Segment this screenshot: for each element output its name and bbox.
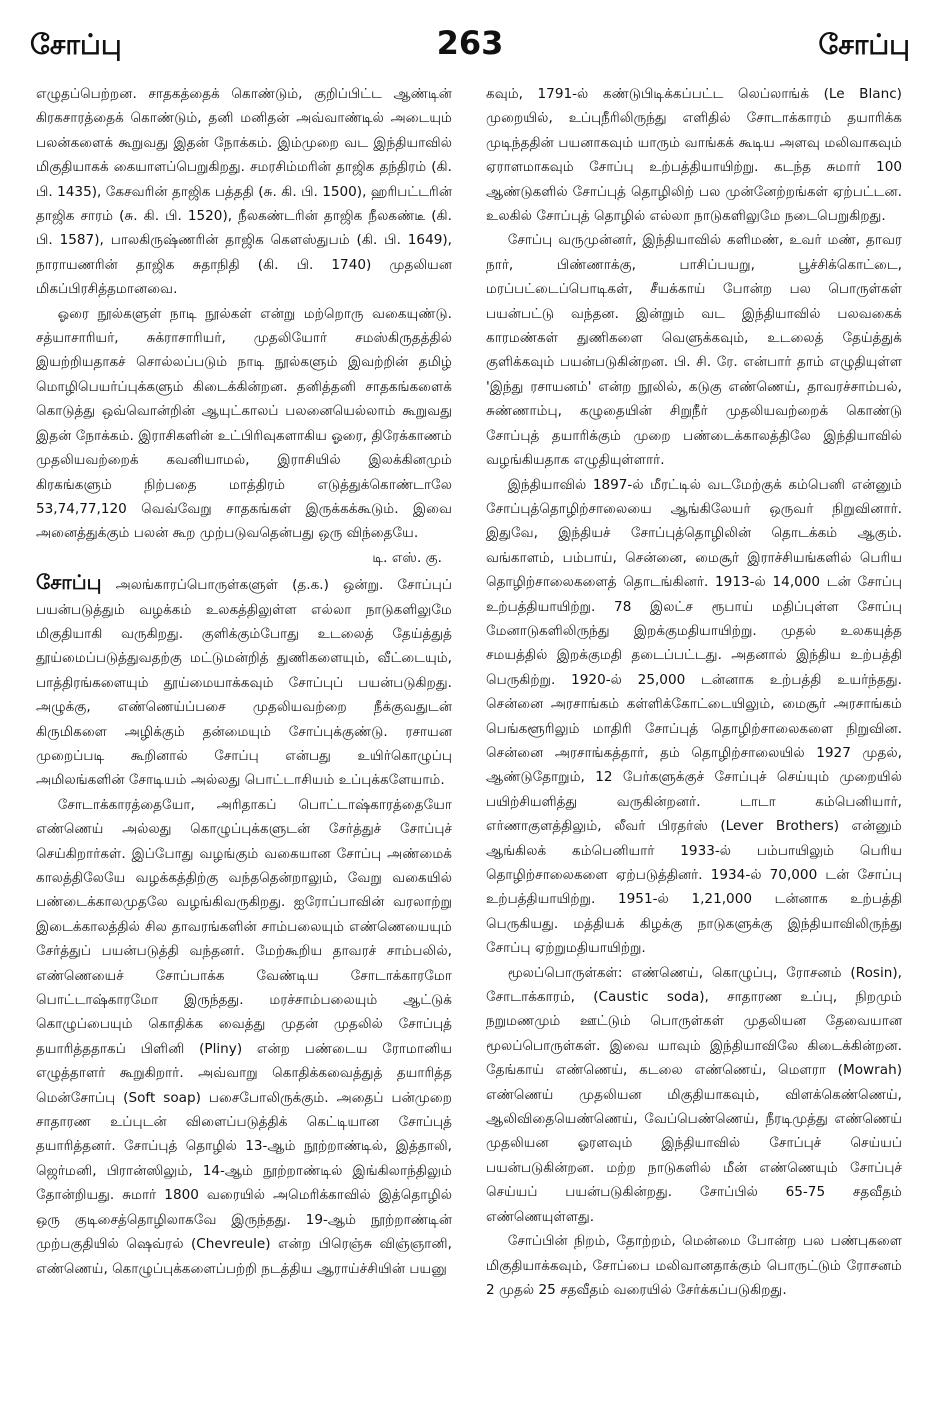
running-head-left: சோப்பு: [30, 28, 122, 61]
paragraph-raw-materials: மூலப்பொருள்கள்: எண்ணெய், கொழுப்பு, ரோசனம் (Rosin), சோடாக்காரம், (Caustic soda), சாதாரண உப்பு, நிறமும் நறுமணமும் ஊட்டும் பொருள்கள் முதலியன தேவையான மூலப்பொருள்கள். இவை யாவும் இந்தியாவிலே கிடைக்கின்றன. தேங்காய் எண்ணெய், கடலை எண்ணெய், மௌரா (Mowrah) எண்ணெய் முதலியன மிகுதியாகவும், விளக்கெண்ணெய், ஆலிவிதையெண்ணெய், வேப்பெண்ணெய், நீரடிமுத்து எண்ணெய் முதலியன ஓரளவும் இந்தியாவில் சோப்புச் செய்யப் பயன்படுகின்றன. மற்ற நாடுகளில் மீன் எண்ணெயும் சோப்புச் செய்யப் பயன்படுகின்றது. சோப்பில் 65-75 சதவீதம் எண்ணெயுள்ளது.: [486, 964, 902, 1225]
page-number: 263: [436, 24, 504, 62]
paragraph-soap-intro: [36, 570, 452, 793]
paragraph-soap-history: சோடாக்காரத்தையோ, அரிதாகப் பொட்டாஷ்காரத்தையோ எண்ணெய் அல்லது கொழுப்புக்களுடன் சேர்த்துச் சோப்புச் செய்கிறார்கள். இப்போது வழங்கும் வகையான சோப்பு அண்மைக் காலத்திலேயே வழக்கத்திற்கு வந்ததென்றாலும், வேறு வகையில் பண்டைக்காலமுதலே வழங்கிவருகிறது. ஐரோப்பாவின் வரலாற்று இடைக்காலத்தில் சில தாவரங்களின் சாம்பலையும் எண்ணெயையும் சேர்த்துப் பயன்படுத்தி வந்தனர். மேற்கூறிய தாவரச் சாம்பலில், எண்ணெயைச் சோப்பாக்க வேண்டிய சோடாக்காரமோ பொட்டாஷ்காரமோ இருந்தது. மரச்சாம்பலையும் ஆட்டுக் கொழுப்பையும் கொதிக்க வைத்து முதன் முதலில் சோப்புத் தயாரித்ததாகப் பிளினி (Pliny) என்ற பண்டைய ரோமானிய எழுத்தாளர் கூறுகிறார். அவ்வாறு கொதிக்கவைத்துத் தயாரித்த மென்சோப்பு (Soft soap) பசைபோலிருக்கும். அதைப் பன்முறை சாதாரண உப்புடன் விளைப்படுத்திக் கெட்டியான சோப்புத் தயாரித்தனர். சோப்புத் தொழில் 13-ஆம் நூற்றாண்டில், இத்தாலி, ஜெர்மனி, பிரான்ஸிலும், 14-ஆம் நூற்றாண்டில் இங்கிலாந்திலும் தோன்றியது. சுமார் 1800 வரையில் அமெரிக்காவில் இத்தொழில் ஒரு குடிசைத்தொழிலாகவே இருந்தது. 19-ஆம் நூற்றாண்டின் முற்பகுதியில் ஷெவ்ரல் (Chevreule) என்ற பிரெஞ்சு விஞ்ஞானி, எண்ணெய், கொழுப்புக்களைப்பற்றி நடத்திய ஆராய்ச்சியின் பயனு: [36, 796, 452, 1277]
right-column: [486, 82, 902, 1412]
paragraph-tajika-texts: எழுதப்பெற்றன. சாதகத்தைக் கொண்டும், குறிப்பிட்ட ஆண்டின் கிரகசாரத்தைக் கொண்டும், தனி மனிதன் அவ்வாண்டில் அடையும் பலன்களைக் கூறுவது இதன் நோக்கம். இம்முறை வட இந்தியாவில் மிகுதியாகக் கையாளப்பெறுகிறது. சமரசிம்மரின் தாஜிக தந்திரம் (கி. பி. 1435), கேசவரின் தாஜிக பத்ததி (சு. கி. பி. 1500), ஹரிபட்டரின் தாஜிக சாரம் (சு. கி. பி. 1520), நீலகண்டரின் தாஜிக நீலகண்டீ (கி. பி. 1587), பாலகிருஷ்ணரின் தாஜிக கௌஸ்துபம் (கி. பி. 1649), நாராயணரின் தாஜிக சுதாநிதி (கி. பி. 1740) முதலியன மிகப்பிரசித்தமானவை.: [36, 86, 452, 298]
author-signature: டி. எஸ். கு.: [372, 549, 442, 566]
paragraph-india-before-soap: சோப்பு வருமுன்னர், இந்தியாவில் களிமண், உவர் மண், தாவர நார், பிண்ணாக்கு, பாசிப்பயறு, பூச்சிக்கொட்டை, மரப்பட்டைப்பொடிகள், சீயக்காய் போன்ற பல பொருள்கள் பயன்பட்டு வந்தன. இன்றும் வட இந்தியாவில் பலவகைக் காரமண்கள் துணிகளை வெளுக்கவும், உடலைத் தேய்த்துக் குளிக்கவும் பயன்படுகின்றன. பி. சி. ரே. என்பார் தாம் எழுதியுள்ள 'இந்து ரசாயனம்' என்ற நூலில், கடுகு எண்ணெய், தாவரச்சாம்பல், சுண்ணாம்பு, கழுதையின் சிறுநீர் முதலியவற்றைக் கொண்டு சோப்புத் தயாரிக்கும் முறை பண்டைக்காலத்திலே இந்தியாவில் வழங்கியதாக எழுதியுள்ளார்.: [486, 232, 902, 469]
running-head-right: சோப்பு: [818, 28, 910, 61]
page-header: [30, 22, 910, 66]
paragraph-leblanc-process: கவும், 1791-ல் கண்டுபிடிக்கப்பட்ட லெப்லாங்க் (Le Blanc) முறையில், உப்புநீரிலிருந்து எளிதில் சோடாக்காரம் தயாரிக்க முடிந்ததின் பயனாகவும் யாரும் வாங்கக் கூடிய அளவு மலிவாகவும் ஏராளமாகவும் சோப்பு உற்பத்தியாயிற்று. கடந்த சுமார் 100 ஆண்டுகளில் சோப்புத் தொழிலிற் பல முன்னேற்றங்கள் ஏற்பட்டன. உலகில் சோப்புத் தொழில் எல்லா நாடுகளிலுமே நடைபெறுகிறது.: [486, 86, 902, 225]
entry-headword: சோப்பு: [36, 570, 102, 595]
paragraph-nadi-texts: ஓரை நூல்களுள் நாடி நூல்கள் என்று மற்றொரு வகையுண்டு. சத்யாசாரியர், சுக்ராசாரியர், முதலியோர் சமஸ்கிருதத்தில் இயற்றியதாகச் சொல்லப்படும் நாடி நூல்களும் இவற்றின் தமிழ் மொழிபெயர்ப்புக்களும் கிடைக்கின்றன. தனித்தனி சாதகங்களைக் கொடுத்து ஒவ்வொன்றின் ஆயுட்காலப் பலனையெல்லாம் கூறுவது இதன் நோக்கம். இராசிகளின் உட்பிரிவுகளாகிய ஓரை, திரேக்காணம் முதலியவற்றைக் கவனியாமல், இராசியில் இலக்கினமும் கிரகங்களும் நிற்பதை மாத்திரம் எடுத்துக்கொண்டாலே 53,74,77,120 வெவ்வேறு சாதகங்கள் இருக்கக்கூடும். இவை அனைத்துக்கும் பலன் கூற முற்படுவதென்பது ஒரு விந்தையே.: [36, 305, 452, 542]
paragraph-rosin: சோப்பின் நிறம், தோற்றம், மென்மை போன்ற பல பண்புகளை மிகுதியாக்கவும், சோப்பை மலிவானதாக்கும் பொருட்டும் ரோசனம் 2 முதல் 25 சதவீதம் வரையில் சேர்க்கப்படுகிறது.: [486, 1233, 902, 1298]
left-column: [36, 82, 452, 1412]
soap-intro-text: அலங்காரப்பொருள்களுள் (த.க.) ஒன்று. சோப்புப் பயன்படுத்தும் வழக்கம் உலகத்திலுள்ள எல்லா நாடுகளிலுமே மிகுதியாகி வருகிறது. குளிக்கும்போது உடலைத் தேய்த்துத் தூய்மைப்படுத்துவதற்கு மட்டுமன்றித் துணிகளையும், வீட்டையும், பாத்திரங்களையும் தூய்மையாக்கவும் சோப்புப் பயன்படுகிறது. அழுக்கு, எண்ணெய்ப்பசை முதலியவற்றை நீக்குவதுடன் கிருமிகளை அழிக்கும் தன்மையும் சோப்புக்குண்டு. ரசாயன முறைப்படி கூறினால் சோப்பு என்பது உயிர்கொழுப்பு அமிலங்களின் சோடியம் அல்லது பொட்டாசியம் உப்புக்களேயாம்.: [36, 577, 452, 789]
paragraph-indian-soap-industry: இந்தியாவில் 1897-ல் மீரட்டில் வடமேற்குக் கம்பெனி என்னும் சோப்புத்தொழிற்சாலையை ஆங்கிலேயர் ஒருவர் நிறுவினார். இதுவே, இந்தியச் சோப்புத்தொழிலின் தொடக்கம் ஆகும். வங்காளம், பம்பாய், சென்னை, மைசூர் இராச்சியங்களில் பெரிய தொழிற்சாலைகளைத் தொடங்கினர். 1913-ல் 14,000 டன் சோப்பு உற்பத்தியாயிற்று. 78 இலட்ச ரூபாய் மதிப்புள்ள சோப்பு மேனாடுகளிலிருந்து இறக்குமதியாயிற்று. முதல் உலகயுத்த சமயத்தில் இறக்குமதி தடைப்பட்டது. அதனால் இந்திய உற்பத்தி பெருகிற்று. 1920-ல் 25,000 டன்னாக உற்பத்தி உயர்ந்தது. சென்னை அரசாங்கம் கள்ளிக்கோட்டையிலும், மைசூர் அரசாங்கம் பெங்களூரிலும் மாதிரி சோப்புத் தொழிற்சாலைகளை நிறுவின. சென்னை அரசாங்கத்தார், தம் தொழிற்சாலையில் 1927 முதல், ஆண்டுதோறும், 12 பேர்களுக்குச் சோப்புச் செய்யும் முறையில் பயிற்சியளித்து வருகின்றனர். டாடா கம்பெனியார், எர்ணாகுளத்திலும், லீவர் பிரதர்ஸ் (Lever Brothers) என்னும் ஆங்கிலக் கம்பெனியார் 1933-ல் பம்பாயிலும் பெரிய தொழிற்சாலைகளை ஏற்படுத்தினர். 1934-ல் 70,000 டன் சோப்பு உற்பத்தியாயிற்று. 1951-ல் 1,21,000 டன்னாக உற்பத்தி பெருகியது. மத்தியக் கிழக்கு நாடுகளுக்கு இந்தியாவிலிருந்து சோப்பு ஏற்றுமதியாயிற்று.: [486, 476, 902, 957]
